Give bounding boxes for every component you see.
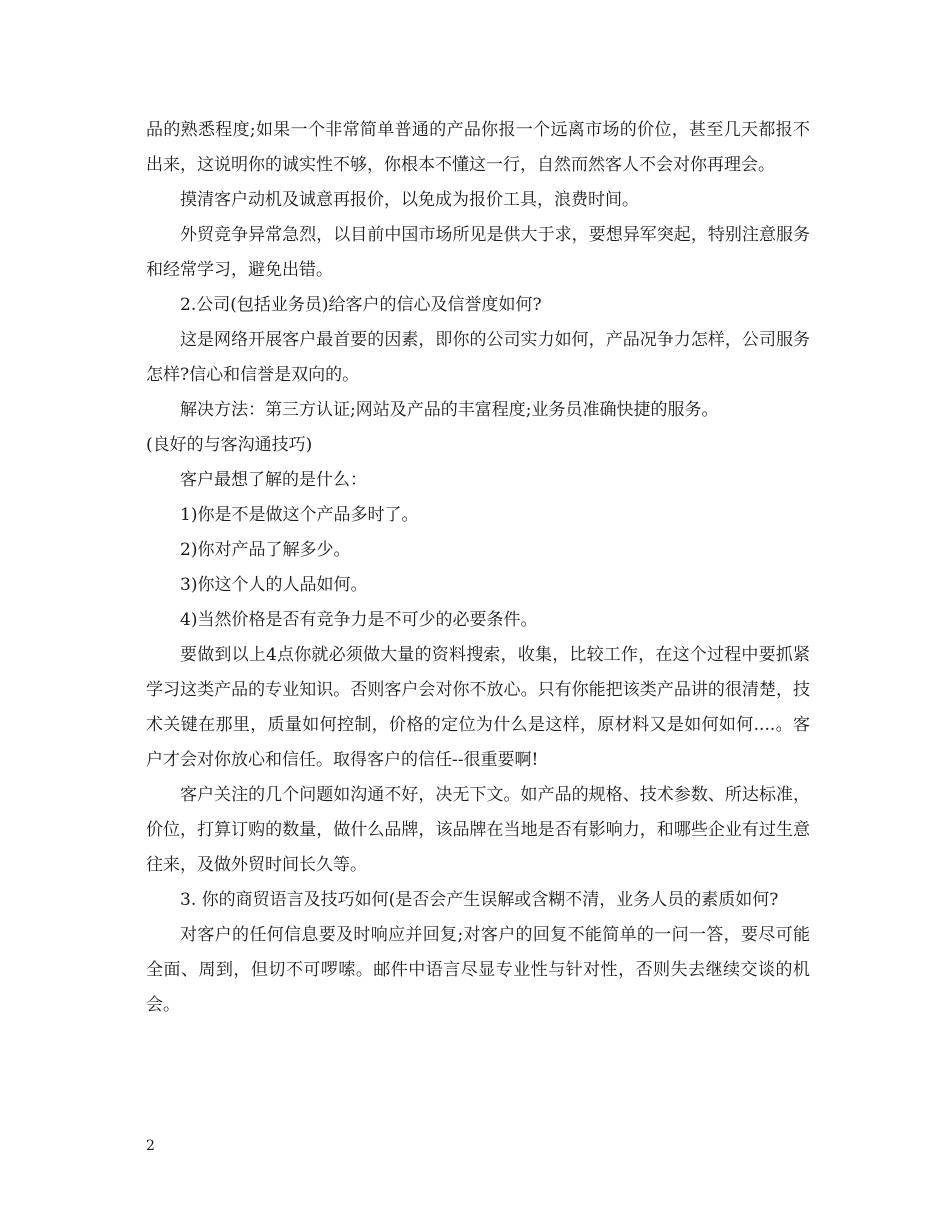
list-item: 4)当然价格是否有竞争力是不可少的必要条件。 [180,610,538,630]
paragraph: 客户最想了解的是什么： [180,470,367,490]
body-text [146,113,810,1023]
section-heading: 3. 你的商贸语言及技巧如何(是否会产生误解或含糊不清，业务人员的素质如何? [180,890,779,910]
list-item: 1)你是不是做这个产品多时了。 [180,505,419,525]
section-heading: 2.公司(包括业务员)给客户的信心及信誉度如何? [180,295,542,315]
paragraph: (良好的与客沟通技巧) [146,435,313,455]
paragraph: 客户关注的几个问题如沟通不好，决无下文。如产品的规格、技术参数、所达标准，价位，打算订购的数量，做什么品牌，该品牌在当地是否有影响力，和哪些企业有过生意往来，及做外贸时间长久等。 [146,785,810,875]
paragraph: 要做到以上4点你就必须做大量的资料搜索，收集，比较工作，在这个过程中要抓紧学习这类产品的专业知识。否则客户会对你不放心。只有你能把该类产品讲的很清楚，技术关键在那里，质量如何控制，价格的定位为什么是这样，原材料又是如何如何....。客户才会对你放心和信任。取得客户的信任--很重要啊! [146,645,810,770]
paragraph: 对客户的任何信息要及时响应并回复;对客户的回复不能简单的一问一答，要尽可能全面、周到，但切不可啰嗦。邮件中语言尽显专业性与针对性，否则失去继续交谈的机会。 [146,925,810,1015]
list-item: 3)你这个人的人品如何。 [180,575,368,595]
paragraph: 品的熟悉程度;如果一个非常简单普通的产品你报一个远离市场的价位，甚至几天都报不出来，这说明你的诚实性不够，你根本不懂这一行，自然而然客人不会对你再理会。 [146,120,810,175]
page-number: 2 [146,1138,155,1154]
list-item: 2)你对产品了解多少。 [180,540,351,560]
paragraph: 外贸竞争异常急烈，以目前中国市场所见是供大于求，要想异军突起，特别注意服务和经常学习，避免出错。 [146,225,810,280]
paragraph: 摸清客户动机及诚意再报价，以免成为报价工具，浪费时间。 [180,190,639,210]
paragraph: 解决方法：第三方认证;网站及产品的丰富程度;业务员准确快捷的服务。 [180,400,719,420]
paragraph: 这是网络开展客户最首要的因素，即你的公司实力如何，产品况争力怎样，公司服务怎样?信心和信誉是双向的。 [146,330,810,385]
